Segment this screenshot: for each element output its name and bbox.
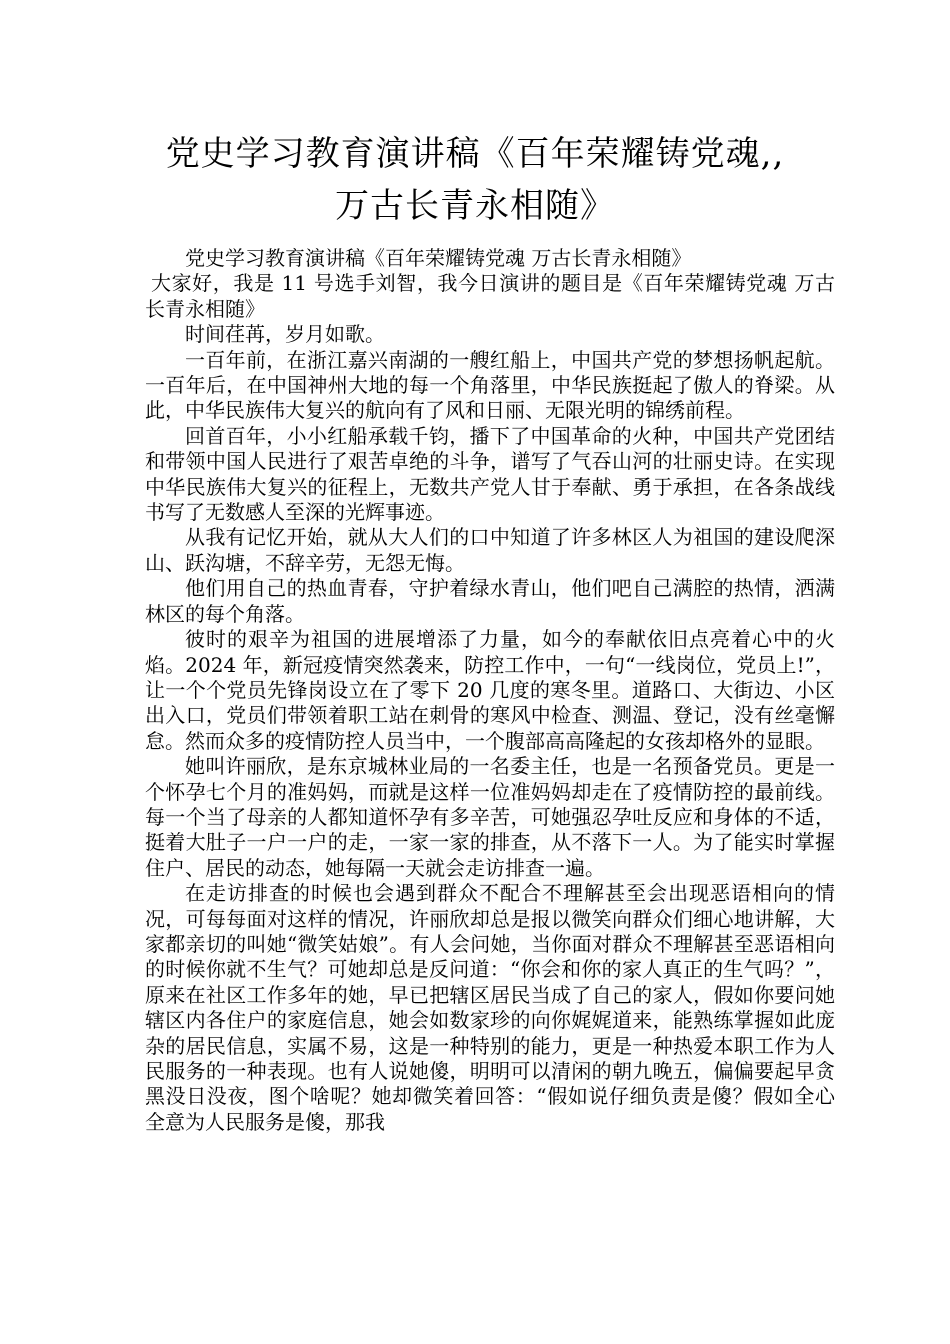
document-body <box>145 246 835 1135</box>
paragraph: 从我有记忆开始，就从大人们的口中知道了许多林区人为祖国的建设爬深山、跃沟塘，不辞辛劳，无怨无悔。 <box>145 525 835 575</box>
paragraph: 他们用自己的热血青春，守护着绿水青山，他们吧自己满腔的热情，洒满林区的每个角落。 <box>145 576 835 626</box>
title-line-2: 万古长青永相随》 <box>335 186 615 226</box>
paragraph: 回首百年，小小红船承载千钧，播下了中国革命的火种，中国共产党团结和带领中国人民进行了艰苦卓绝的斗争，谱写了气吞山河的壮丽史诗。在实现中华民族伟大复兴的征程上，无数共产党人甘于奉献、勇于承担，在各条战线书写了无数感人至深的光辉事迹。 <box>145 423 835 525</box>
paragraph: 彼时的艰辛为祖国的进展增添了力量，如今的奉献依旧点亮着心中的火焰。2024 年，新冠疫情突然袭来，防控工作中，一句“一线岗位，党员上!”，让一个个党员先锋岗设立在了零下 20 几度的寒冬里。道路口、大街边、小区出入口，党员们带领着职工站在刺骨的寒风中检查、测温、登记，没有丝毫懈怠。然而众多的疫情防控人员当中，一个腹部高高隆起的女孩却格外的显眼。 <box>145 627 835 753</box>
paragraph: 一百年前，在浙江嘉兴南湖的一艘红船上，中国共产党的梦想扬帆起航。一百年后，在中国神州大地的每一个角落里，中华民族挺起了傲人的脊梁。从此，中华民族伟大复兴的航向有了风和日丽、无限光明的锦绣前程。 <box>145 347 835 423</box>
title-line-1: 党史学习教育演讲稿《百年荣耀铸党魂,, <box>165 134 785 174</box>
paragraph: 党史学习教育演讲稿《百年荣耀铸党魂 万古长青永相随》 <box>185 246 692 270</box>
document-title <box>120 128 830 232</box>
paragraph: 她叫许丽欣，是东京城林业局的一名委主任，也是一名预备党员。更是一个怀孕七个月的准妈妈，而就是这样一位准妈妈却走在了疫情防控的最前线。每一个当了母亲的人都知道怀孕有多辛苦，可她强忍孕吐反应和身体的不适，挺着大肚子一户一户的走，一家一家的排查，从不落下一人。为了能实时掌握住户、居民的动态，她每隔一天就会走访排查一遍。 <box>145 754 835 880</box>
paragraph: 在走访排查的时候也会遇到群众不配合不理解甚至会出现恶语相向的情况，可每每面对这样的情况，许丽欣却总是报以微笑向群众们细心地讲解，大家都亲切的叫她“微笑姑娘”。有人会问她，当你面对群众不理解甚至恶语相向的时候你就不生气？可她却总是反问道：“你会和你的家人真正的生气吗？”，原来在社区工作多年的她，早已把辖区居民当成了自己的家人，假如你要问她辖区内各住户的家庭信息，她会如数家珍的向你娓娓道来，能熟练掌握如此庞杂的居民信息，实属不易，这是一种特别的能力，更是一种热爱本职工作为人民服务的一种表现。也有人说她傻，明明可以清闲的朝九晚五，偏偏要起早贪黑没日没夜，图个啥呢？她却微笑着回答：“假如说仔细负责是傻？假如全心全意为人民服务是傻，那我 <box>145 881 835 1134</box>
paragraph: 时间荏苒，岁月如歌。 <box>185 322 385 347</box>
paragraph: 大家好，我是 11 号选手刘智，我今日演讲的题目是《百年荣耀铸党魂 万古长青永相随》 <box>145 271 835 321</box>
